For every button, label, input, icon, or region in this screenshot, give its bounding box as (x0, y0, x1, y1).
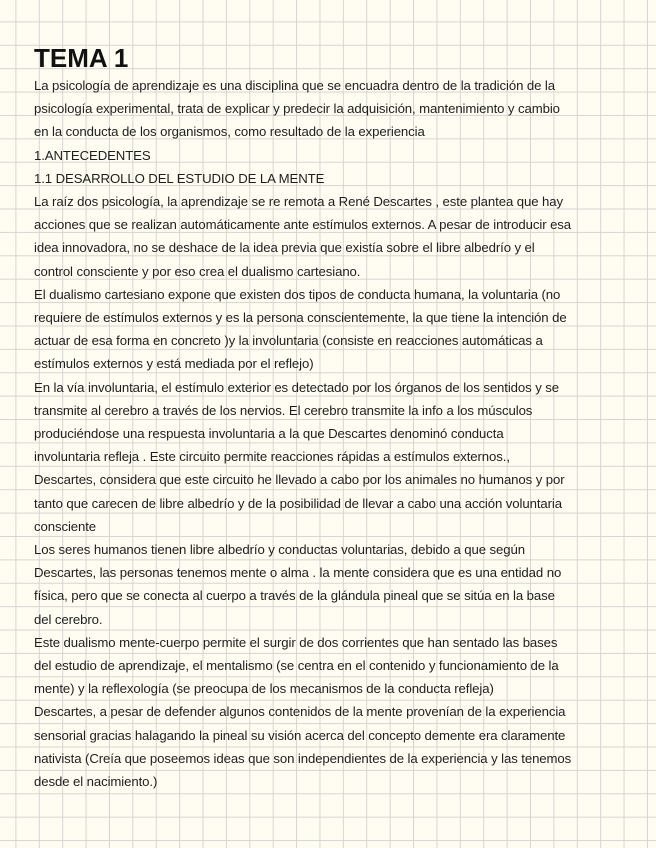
text-line: estímulos externos y está mediada por el reflejo) (34, 356, 314, 372)
text-line: La psicología de aprendizaje es una disciplina que se encuadra dentro de la tradición de la (34, 78, 555, 93)
text-line: La raíz dos psicología, la aprendizaje se re remota a René Descartes , este plantea que hay (34, 194, 563, 210)
text-line: nativista (Creía que poseemos ideas que son independientes de la experiencia y las tenemos (34, 750, 572, 766)
text-line: El dualismo cartesiano expone que existen dos tipos de conducta humana, la voluntaria (no (34, 286, 561, 302)
page-title: TEMA 1 (34, 43, 129, 73)
text-line: física, pero que se conecta al cuerpo a través de la glándula pineal que se sitúa en la base (34, 588, 555, 604)
text-line: actuar de esa forma en concreto )y la involuntaria (consiste en reacciones automáticas a (34, 333, 543, 349)
text-line: Descartes, a pesar de defender algunos contenidos de la mente provenían de la experiencia (34, 704, 566, 720)
text-line: tanto que carecen de libre albedrío y de la posibilidad de llevar a cabo una acción voluntaria (34, 495, 562, 511)
body-text (34, 74, 634, 793)
section-heading: 1.ANTECEDENTES (34, 147, 151, 163)
text-line: control consciente y por eso crea el dualismo cartesiano. (34, 263, 361, 279)
text-line: desde el nacimiento.) (34, 774, 158, 790)
text-line: en la conducta de los organismos, como resultado de la experiencia (34, 124, 425, 140)
text-line: del cerebro. (34, 611, 103, 627)
text-line: consciente (34, 518, 97, 534)
text-line: transmite al cerebro a través de los nervios. El cerebro transmite la info a los músculos (34, 402, 533, 418)
text-line: acciones que se realizan automáticamente ante estímulos externos. A pesar de introducir esa (34, 217, 572, 233)
text-line: Los seres humanos tienen libre albedrío y conductas voluntarias, debido a que según (34, 542, 525, 558)
text-line: Descartes, considera que este circuito he llevado a cabo por los animales no humanos y por (34, 472, 565, 488)
text-line: requiere de estímulos externos y es la persona conscientemente, la que tiene la intención de (34, 310, 567, 326)
text-line: produciéndose una respuesta involuntaria a la que Descartes denominó conducta (34, 426, 504, 442)
text-line: Descartes, las personas tenemos mente o alma . la mente considera que es una entidad no (34, 565, 562, 581)
text-line: En la vía involuntaria, el estímulo exterior es detectado por los órganos de los sentidos y se (34, 379, 559, 395)
text-line: idea innovadora, no se deshace de la idea previa que existía sobre el libre albedrío y el (34, 240, 535, 256)
text-line: involuntaria refleja . Este circuito permite reacciones rápidas a estímulos externos., (34, 449, 510, 465)
text-line: mente) y la reflexología (se preocupa de los mecanismos de la conducta refleja) (34, 681, 494, 697)
note-page (34, 44, 634, 793)
subsection-heading: 1.1 DESARROLLO DEL ESTUDIO DE LA MENTE (34, 170, 325, 186)
text-line: sensorial gracias halagando la pineal su visión acerca del concepto demente era claramente (34, 727, 566, 743)
text-line: Este dualismo mente-cuerpo permite el surgir de dos corrientes que han sentado las bases (34, 634, 558, 650)
text-line: psicología experimental, trata de explicar y predecir la adquisición, mantenimiento y cambio (34, 101, 560, 117)
text-line: del estudio de aprendizaje, el mentalismo (se centra en el contenido y funcionamiento de la (34, 658, 559, 674)
